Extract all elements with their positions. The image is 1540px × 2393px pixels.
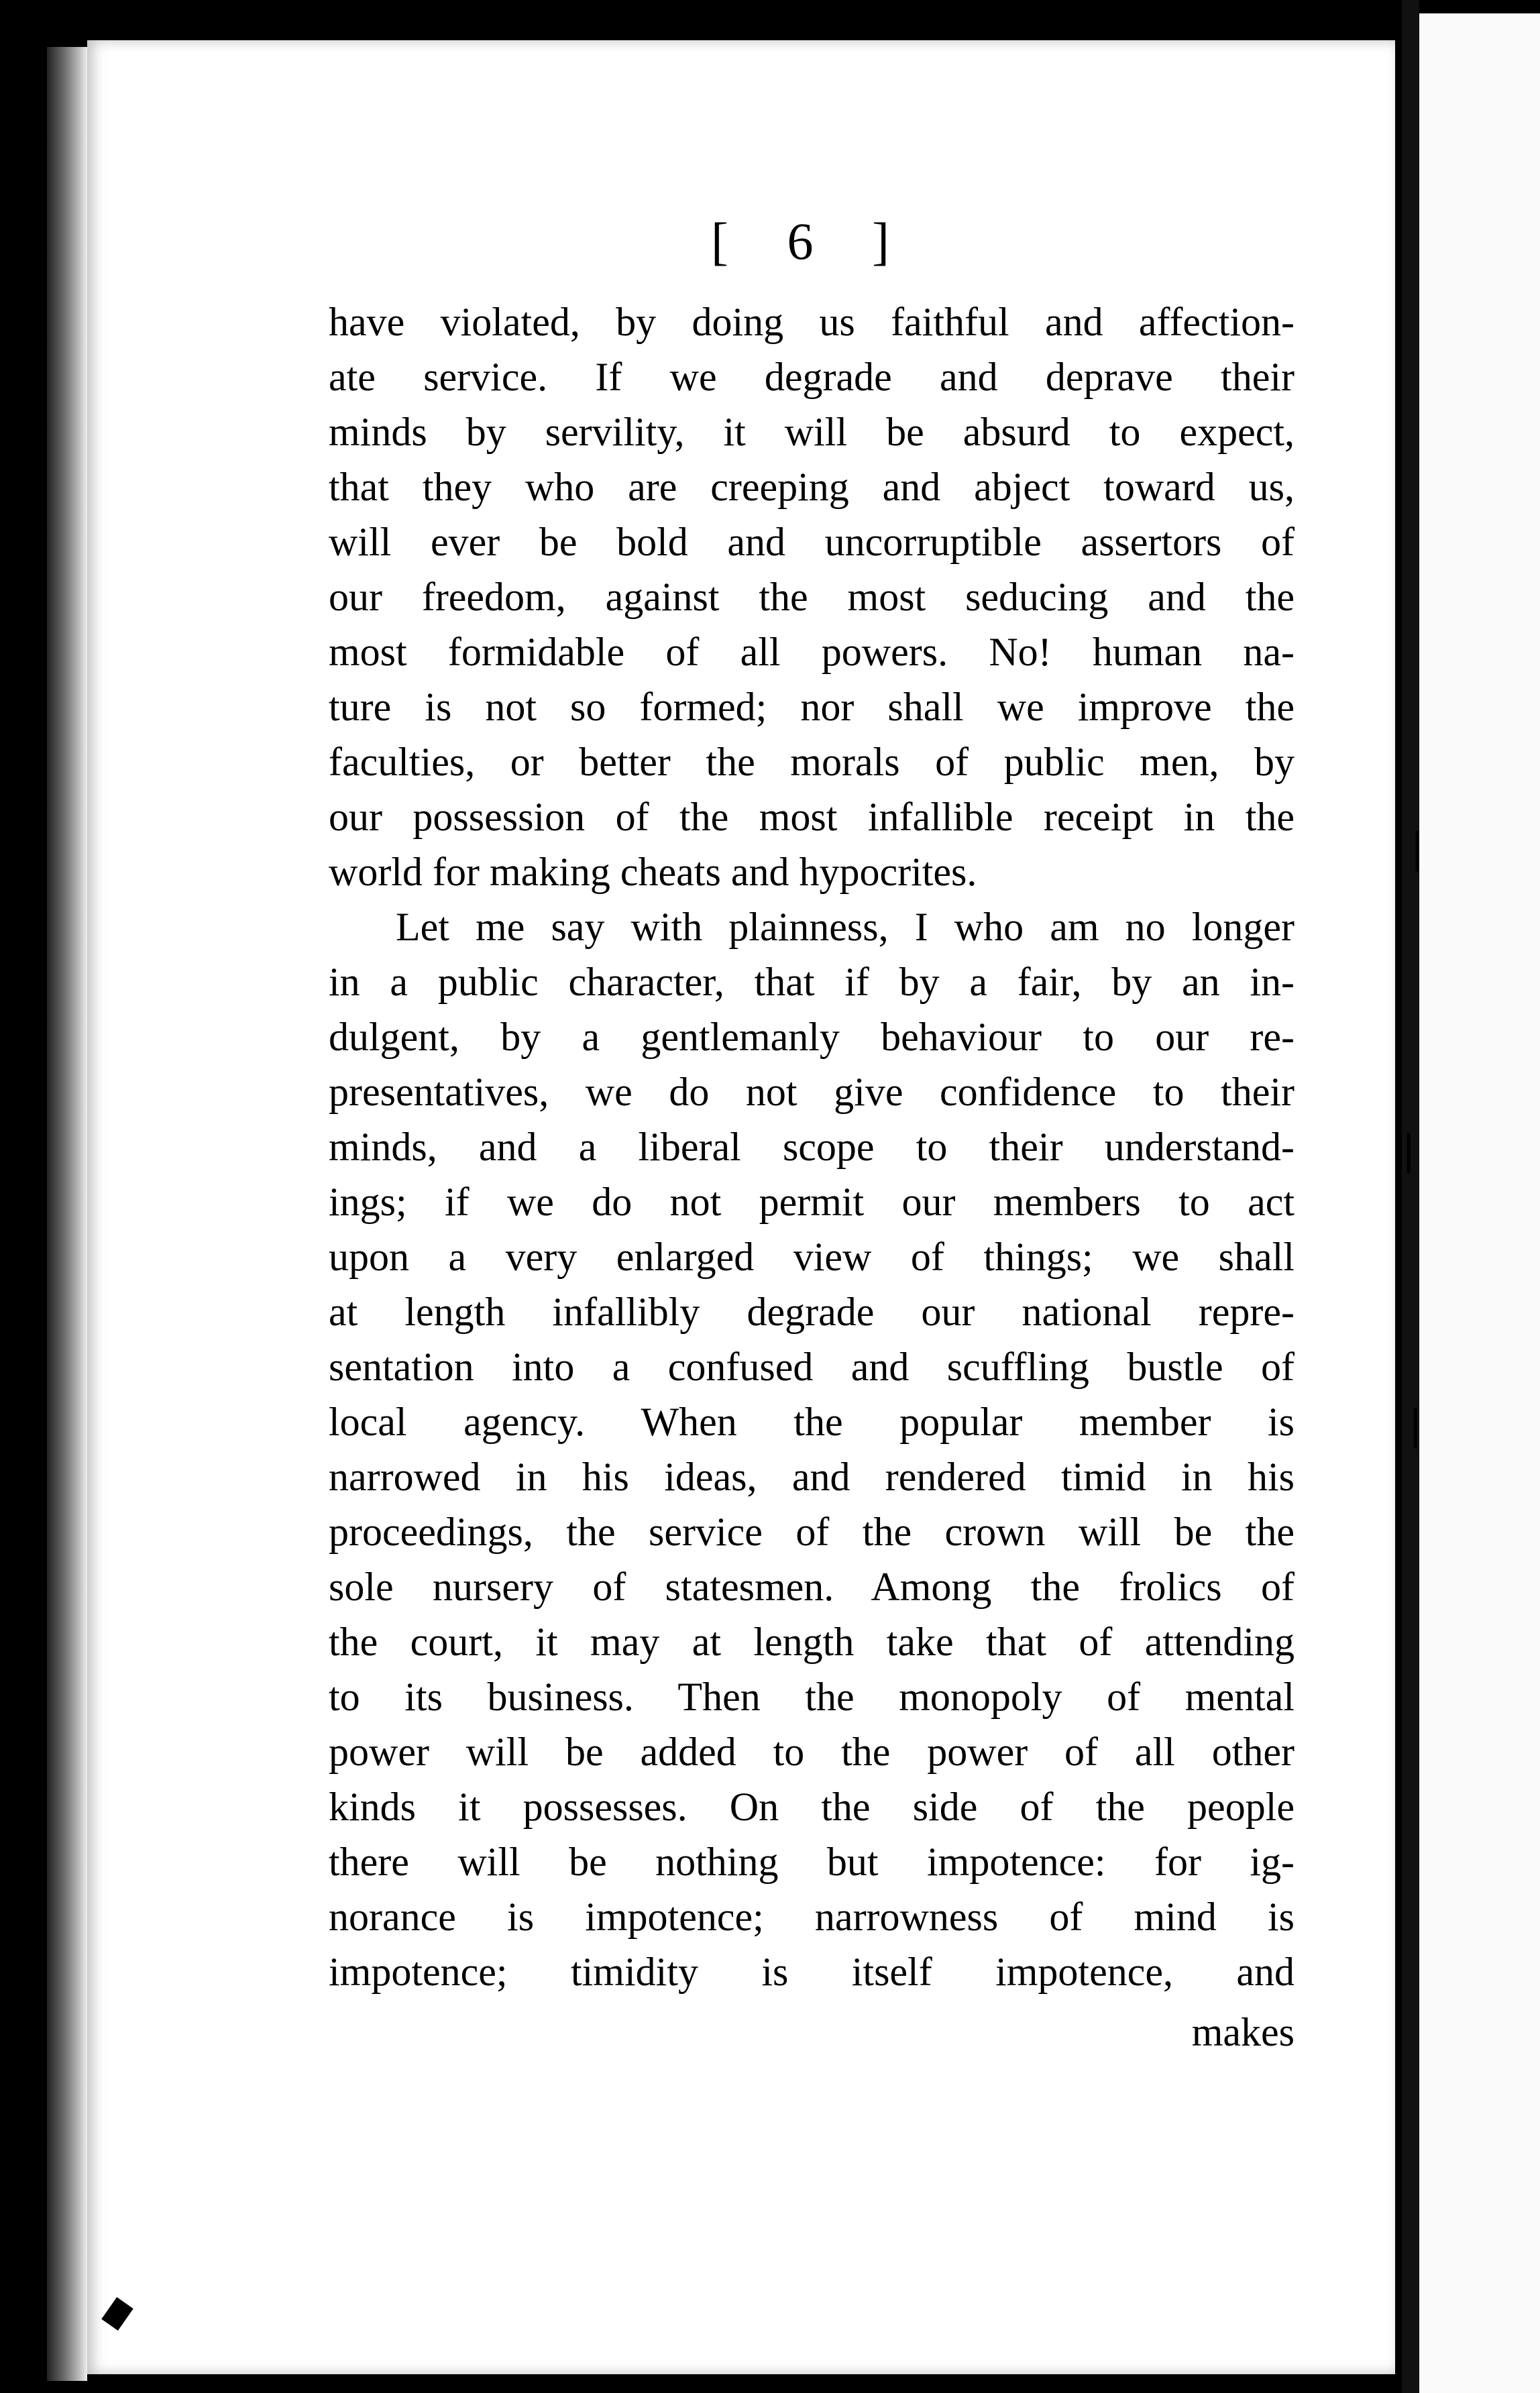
- bleed-through-mark: ❘: [1392, 1128, 1426, 1172]
- text-line: to its business. Then the monopoly of mental: [329, 1675, 1295, 1719]
- text-line: sentation into a confused and scuffling bustle of: [329, 1345, 1295, 1389]
- text-line: impotence; timidity is itself impotence, and: [329, 1950, 1295, 1994]
- book-binding-edge: [47, 47, 87, 2381]
- bleed-through-mark: ❘: [1400, 826, 1435, 871]
- facing-page: [1419, 13, 1540, 2393]
- text-line: minds, and a liberal scope to their understand-: [329, 1125, 1295, 1169]
- page-gutter: [1402, 0, 1419, 2393]
- text-line: will ever be bold and uncorruptible assertors of: [329, 520, 1295, 564]
- text-line: ture is not so formed; nor shall we improve the: [329, 685, 1295, 729]
- text-line: ings; if we do not permit our members to act: [329, 1180, 1295, 1224]
- text-line: faculties, or better the morals of public men, by: [329, 740, 1295, 784]
- text-line: presentatives, we do not give confidence to their: [329, 1070, 1295, 1114]
- page-number: [ 6 ]: [711, 212, 912, 270]
- text-line: sole nursery of statesmen. Among the frolics of: [329, 1565, 1295, 1609]
- text-line: at length infallibly degrade our national repre-: [329, 1290, 1295, 1334]
- text-line: minds by servility, it will be absurd to expect,: [329, 410, 1295, 454]
- text-line: norance is impotence; narrowness of mind is: [329, 1895, 1295, 1939]
- bleed-through-mark: ❘: [1398, 1403, 1433, 1447]
- text-line: Let me say with plainness, I who am no longer: [396, 905, 1295, 949]
- catchword: makes: [1191, 2010, 1295, 2054]
- text-line: proceedings, the service of the crown will be the: [329, 1510, 1295, 1554]
- text-line: our possession of the most infallible receipt in the: [329, 795, 1295, 839]
- text-line: power will be added to the power of all other: [329, 1730, 1295, 1774]
- text-line: ate service. If we degrade and deprave their: [329, 355, 1295, 399]
- text-line: narrowed in his ideas, and rendered timid in his: [329, 1455, 1295, 1499]
- text-line: local agency. When the popular member is: [329, 1400, 1295, 1444]
- text-line: the court, it may at length take that of attending: [329, 1620, 1295, 1664]
- text-line: that they who are creeping and abject toward us,: [329, 465, 1295, 509]
- text-line: most formidable of all powers. No! human na-: [329, 630, 1295, 674]
- text-line: our freedom, against the most seducing and the: [329, 575, 1295, 619]
- text-line: upon a very enlarged view of things; we shall: [329, 1235, 1295, 1279]
- text-line: kinds it possesses. On the side of the people: [329, 1785, 1295, 1829]
- text-line: have violated, by doing us faithful and affection-: [329, 300, 1295, 344]
- text-line: there will be nothing but impotence: for ig-: [329, 1840, 1295, 1884]
- text-line: in a public character, that if by a fair, by an in-: [329, 960, 1295, 1004]
- text-line: dulgent, by a gentlemanly behaviour to our re-: [329, 1015, 1295, 1059]
- text-line: world for making cheats and hypocrites.: [329, 850, 977, 894]
